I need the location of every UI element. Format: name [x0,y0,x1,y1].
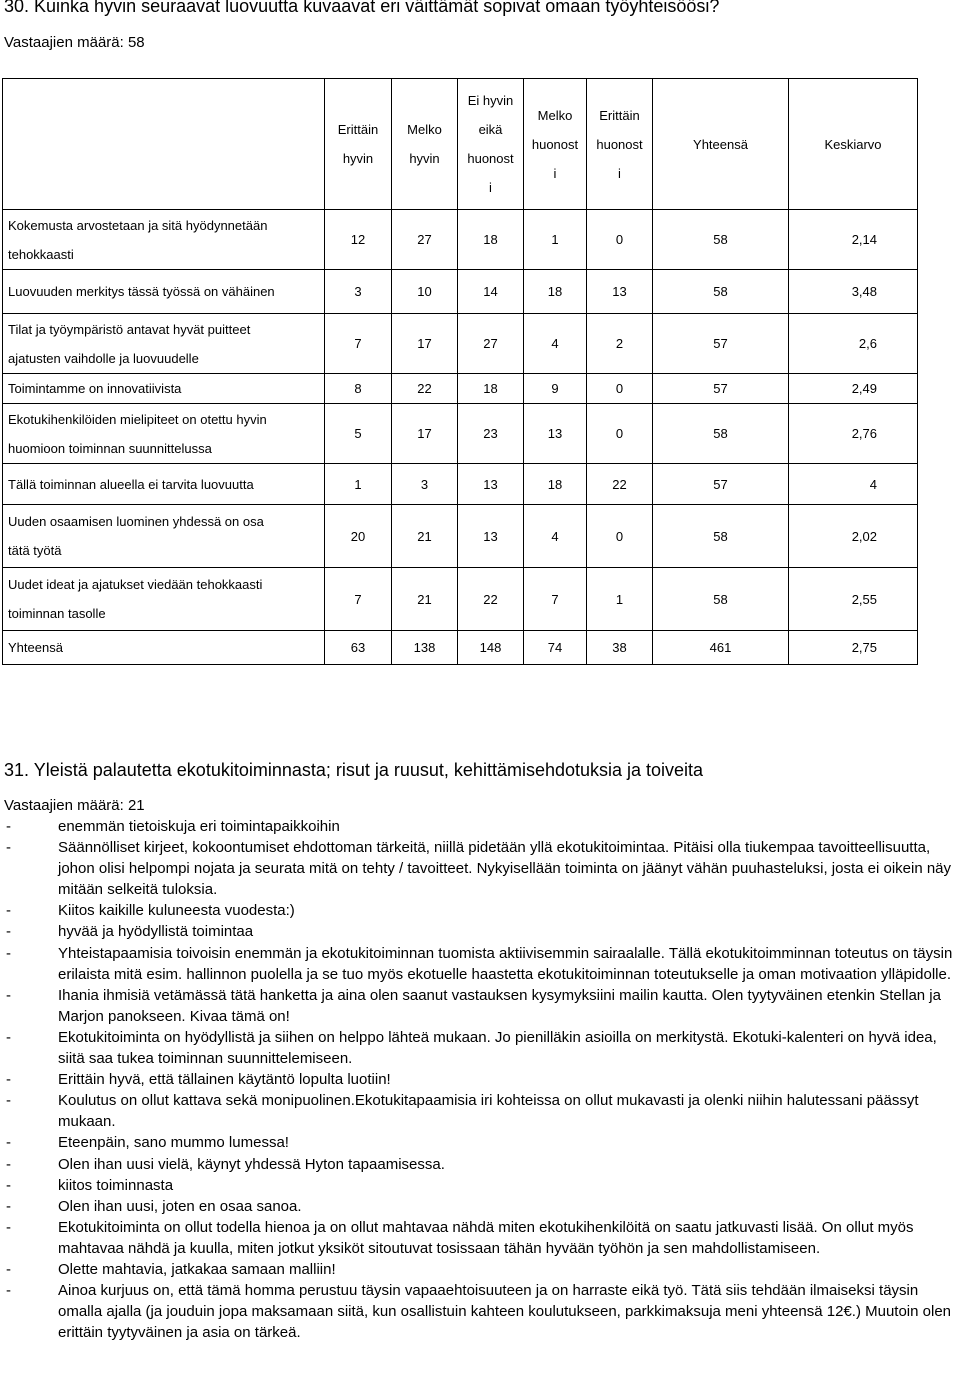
cell-value: 7 [325,568,392,631]
row-label [3,314,325,374]
row-label-line: tätä työtä [8,543,62,558]
dash-marker: - [6,944,11,962]
column-header [653,79,789,210]
cell-value: 1 [587,568,653,631]
cell-value: 57 [653,464,789,505]
cell-value: 2,6 [789,314,918,374]
column-header-line: hyvin [342,151,374,166]
column-header-line: Erittäin [599,107,640,123]
table-row [3,404,918,464]
feedback-item [4,985,960,1027]
cell-value: 63 [325,631,392,665]
cell-value: 27 [458,314,524,374]
feedback-text: Olette mahtavia, jatkakaa samaan malliin! [58,1260,336,1278]
cell-value: 57 [653,374,789,404]
cell-value: 7 [325,314,392,374]
cell-value: 138 [392,631,458,665]
question-30-title: 30. Kuinka hyvin seuraavat luovuutta kuvaavat eri väittämät sopivat omaan työyhteisöösi? [4,0,720,16]
cell-value: 0 [587,210,653,270]
table-row [3,464,918,505]
feedback-item [4,1175,960,1196]
cell-value: 0 [587,505,653,568]
cell-value: 58 [653,270,789,314]
column-header [325,79,392,210]
cell-value: 23 [458,404,524,464]
row-label-line: Tilat ja työympäristö antavat hyvät puitteet [8,321,251,337]
dash-marker: - [6,1155,11,1173]
cell-value: 8 [325,374,392,404]
feedback-text: enemmän tietoiskuja eri toimintapaikkoihin [58,818,340,835]
row-label-line: huomioon toiminnan suunnittelussa [8,440,212,456]
column-header-line: Melko [537,107,573,123]
cell-value: 12 [325,210,392,270]
row-label-line: toiminnan tasolle [8,606,106,621]
feedback-item [4,816,960,837]
cell-value: 5 [325,404,392,464]
question-31-title: 31. Yleistä palautetta ekotukitoiminnasta; risut ja ruusut, kehittämisehdotuksia ja toiveita [4,760,704,780]
cell-value: 57 [653,314,789,374]
dash-marker: - [6,1092,11,1110]
cell-value: 9 [524,374,587,404]
cell-value: 2 [587,314,653,374]
cell-value: 18 [458,374,524,404]
dash-marker: - [6,1282,11,1300]
feedback-text: Ekotukitoiminta on hyödyllistä ja siihen on helppo lähteä mukaan. Jo pienilläkin asioilla on merkitystä. Ekotuki-kalenteri on hyvä idea, siitä saa tukea toiminnan suunnittelemiseen. [58,1028,937,1068]
column-header [789,79,918,210]
row-label-line: Toimintamme on innovatiivista [8,381,182,396]
column-header-line: huonost [467,151,514,166]
table-row [3,210,918,270]
cell-value: 14 [458,270,524,314]
respondent-count-31: Vastaajien määrä: 21 [4,797,145,814]
cell-value: 13 [524,404,587,464]
cell-value: 13 [458,505,524,568]
feedback-text: Olen ihan uusi, joten en osaa sanoa. [58,1197,302,1215]
row-label [3,464,325,505]
row-label [3,210,325,270]
cell-value: 4 [789,464,918,505]
feedback-text: hyvää ja hyödyllistä toimintaa [58,923,254,941]
cell-value: 2,76 [789,404,918,464]
feedback-text: Eteenpäin, sano mummo lumessa! [58,1134,289,1152]
row-label-line: Kokemusta arvostetaan ja sitä hyödynnetään [8,217,268,233]
feedback-item [4,1069,960,1090]
column-header-line: hyvin [409,151,440,166]
feedback-item [4,1090,960,1132]
cell-value: 7 [524,568,587,631]
row-label-line: Uudet ideat ja ajatukset viedään tehokkaasti [8,577,263,592]
cell-value: 10 [392,270,458,314]
dash-marker: - [6,839,11,857]
feedback-text: kiitos toiminnasta [58,1176,174,1194]
column-header-line: Keskiarvo [824,136,882,152]
dash-marker: - [6,1028,11,1046]
feedback-text: Kiitos kaikille kuluneesta vuodesta:) [58,902,295,920]
cell-value: 58 [653,568,789,631]
column-header-line: i [618,165,621,181]
cell-value: 3 [325,270,392,314]
feedback-text: Ihania ihmisiä vetämässä tätä hanketta ja aina olen saanut vastauksen kysymyksiini mailin kautta. Olen tyytyväinen etenkin Stellan ja Marjon panokseen. Kivaa tämä on! [58,986,941,1025]
column-header [587,79,653,210]
cell-value: 0 [587,374,653,404]
feedback-list [4,816,960,1343]
table-row [3,270,918,314]
feedback-item [4,1027,960,1069]
column-header-line: huonost [531,136,579,152]
cell-value: 22 [587,464,653,505]
cell-value: 18 [524,464,587,505]
cell-value: 27 [392,210,458,270]
table-row [3,505,918,568]
feedback-item [4,900,960,921]
dash-marker: - [6,986,11,1004]
feedback-item [4,1217,960,1259]
feedback-text: Yhteistapaamisia toivoisin enemmän ja ekotukitoiminnan tuomista aktiivisemmin sairaalalle. Tällä ekotukitoimminnan toteutus on täysin erilaista mitä esim. hallinnon puolella ja se tuo myös ekotuelle haastetta ekotukitoiminnan toteutukselle ja oman motivaation ylläpidolle. [58,944,953,983]
cell-value: 0 [587,404,653,464]
feedback-item [4,921,960,942]
column-header-line: eikä [478,122,503,137]
cell-value: 2,55 [789,568,918,631]
cell-value: 3 [392,464,458,505]
column-header-line: huonost [596,136,643,152]
cell-value: 58 [653,505,789,568]
feedback-item [4,1280,960,1343]
cell-value: 1 [524,210,587,270]
cell-value: 21 [392,505,458,568]
cell-value: 461 [653,631,789,665]
cell-value: 3,48 [789,270,918,314]
table-row [3,568,918,631]
row-label [3,505,325,568]
table-row [3,314,918,374]
column-header-line: i [553,165,557,181]
feedback-text: Ekotukitoiminta on ollut todella hienoa ja on ollut mahtavaa nähdä miten ekotukihenkilöitä on saatu jatkuvasti lisää. On ollut myös mahtavaa nähdä ja kuulla, miten jotkut yksiköt sitoutuvat tosissaan tähän hyvään työhön ja sen mahdollistamiseen. [58,1218,914,1257]
row-label-line: Ekotukihenkilöiden mielipiteet on otettu hyvin [8,411,267,427]
respondent-count-30: Vastaajien määrä: 58 [4,34,145,51]
feedback-item [4,943,960,985]
dash-marker: - [6,1134,11,1152]
cell-value: 58 [653,404,789,464]
feedback-text: Erittäin hyvä, että tällainen käytäntö lopulta luotiin! [58,1071,391,1089]
cell-value: 148 [458,631,524,665]
feedback-item [4,1196,960,1217]
cell-value: 38 [587,631,653,665]
feedback-text: Koulutus on ollut kattava sekä monipuolinen.Ekotukitapaamisia iri kohteissa on ollut mukavasti ja olenki niihin halutessani päässyt mukaan. [58,1092,919,1131]
cell-value: 21 [392,568,458,631]
cell-value: 18 [458,210,524,270]
row-label [3,631,325,665]
row-label [3,374,325,404]
dash-marker: - [6,1176,11,1194]
feedback-item [4,1154,960,1175]
dash-marker: - [6,1218,11,1236]
cell-value: 74 [524,631,587,665]
table-row [3,631,918,665]
column-header-line: Melko [407,122,442,137]
cell-value: 2,14 [789,210,918,270]
column-header-line: Ei hyvin [467,93,514,108]
cell-value: 2,02 [789,505,918,568]
cell-value: 22 [458,568,524,631]
row-label-line: Luovuuden merkitys tässä työssä on vähäinen [8,284,275,299]
cell-value: 18 [524,270,587,314]
column-header-line: Yhteensä [693,136,748,152]
feedback-item [4,1259,960,1280]
cell-value: 17 [392,314,458,374]
cell-value: 17 [392,404,458,464]
row-label [3,568,325,631]
column-header [524,79,587,210]
feedback-item [4,837,960,900]
column-header [458,79,524,210]
cell-value: 58 [653,210,789,270]
row-label-line: Tällä toiminnan alueella ei tarvita luovuutta [8,476,254,492]
dash-marker: - [6,902,11,920]
dash-marker: - [6,923,11,941]
results-table [2,78,918,665]
cell-value: 4 [524,314,587,374]
row-label [3,404,325,464]
cell-value: 2,75 [789,631,918,665]
cell-value: 1 [325,464,392,505]
column-header [3,79,325,210]
cell-value: 20 [325,505,392,568]
row-label-line: Yhteensä [8,640,63,655]
column-header-line: i [489,180,492,195]
feedback-text: Säännölliset kirjeet, kokoontumiset ehdottoman tärkeitä, niillä pidetään yllä ekotukitoimintaa. Pitäisi olla tiukempaa tavoitteellisuutta, johon olisi helpompi nojata ja seurata mitä on tehty / tavoitteet. Nykyisellään toiminta on jäänyt vähän puuhasteluksi, josta ei oikein näy mitään selkeitä tuloksia. [58,839,952,899]
dash-marker: - [6,1197,11,1215]
row-label-line: Uuden osaamisen luominen yhdessä on osa [8,514,264,529]
dash-marker: - [6,818,11,835]
row-label-line: ajatusten vaihdolle ja luovuudelle [8,350,199,366]
feedback-item [4,1132,960,1153]
column-header [392,79,458,210]
dash-marker: - [6,1071,11,1089]
dash-marker: - [6,1260,11,1278]
feedback-text: Olen ihan uusi vielä, käynyt yhdessä Hyton tapaamisessa. [58,1155,445,1173]
table-row [3,374,918,404]
cell-value: 2,49 [789,374,918,404]
table-header-row [3,79,918,210]
cell-value: 4 [524,505,587,568]
row-label [3,270,325,314]
row-label-line: tehokkaasti [8,246,74,262]
cell-value: 22 [392,374,458,404]
column-header-line: Erittäin [337,122,379,137]
cell-value: 13 [587,270,653,314]
cell-value: 13 [458,464,524,505]
feedback-text: Ainoa kurjuus on, että tämä homma perustuu täysin vapaaehtoisuuteen ja on harraste eikä työ. Tätä siis tehdään ilmaiseksi täysin omalla ajalla (ja jouduin jopa maksamaan siitä, kun osallistuin kahteen koulutukseen, parkkimaksuja meni yhteensä 12€.) Muutoin olen erittäin tyytyväinen ja asia on tärkeä. [58,1282,952,1342]
